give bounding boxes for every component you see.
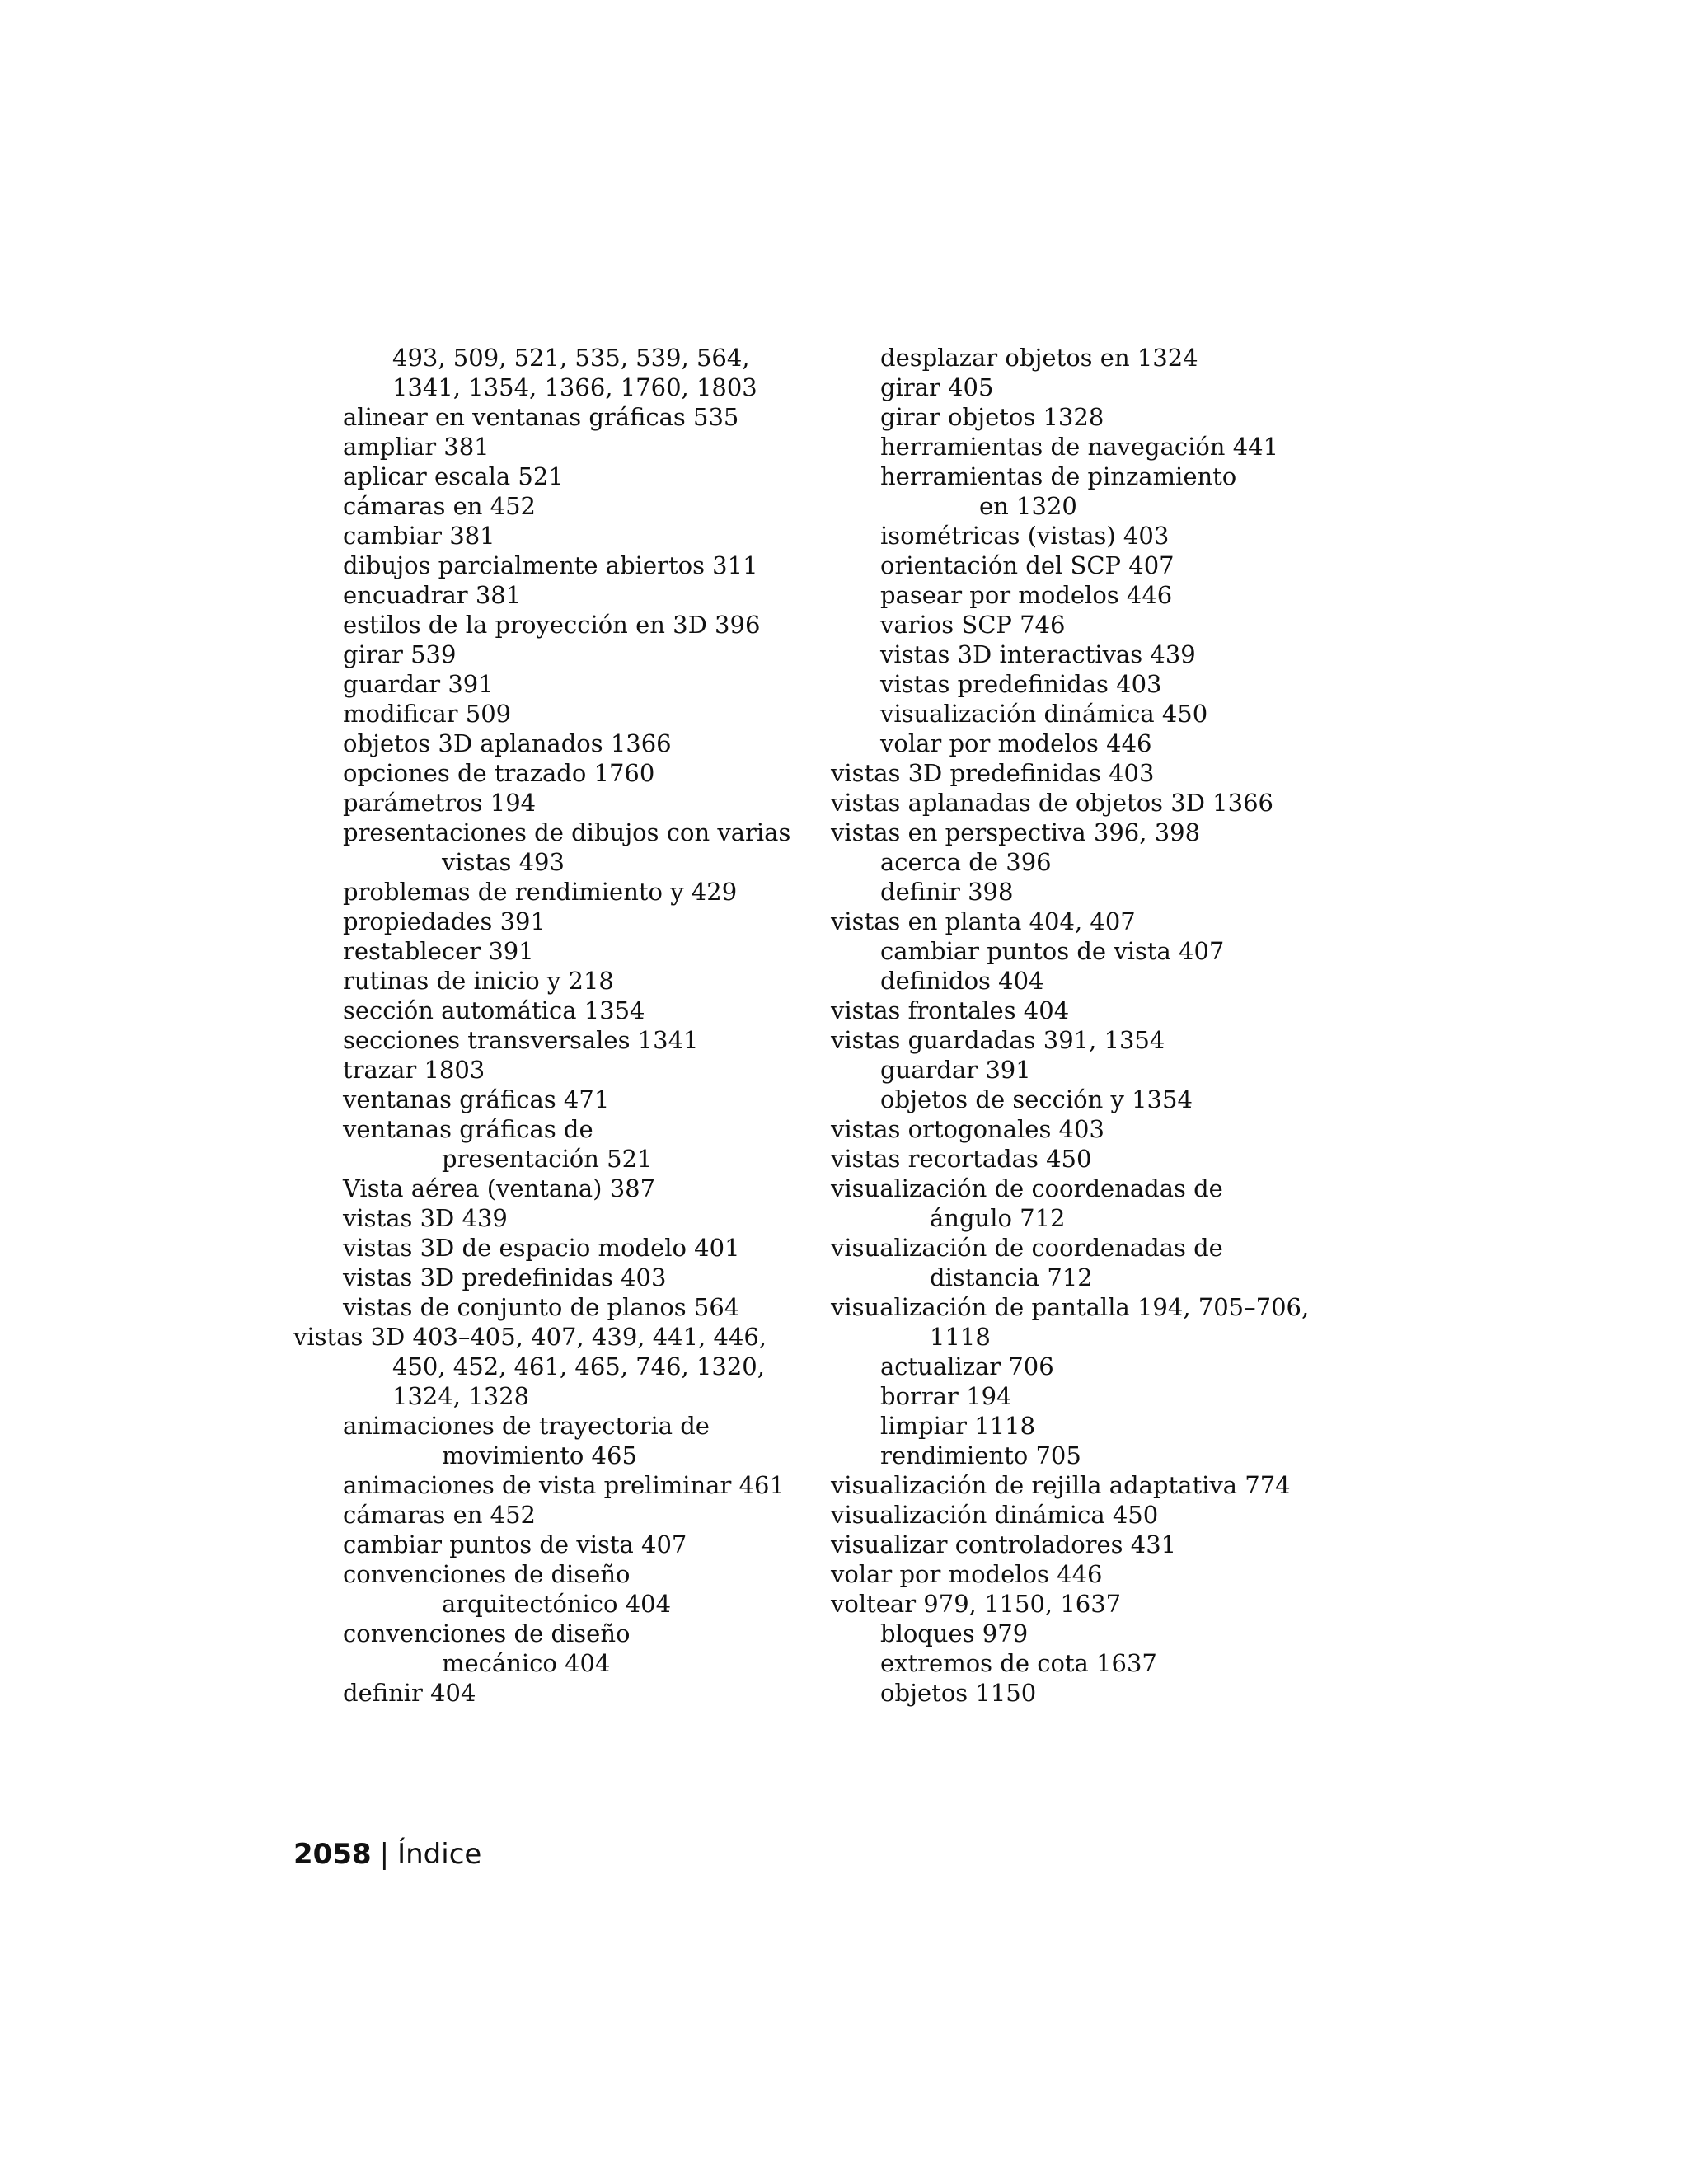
index-entry: en 1320 [979, 492, 1077, 520]
section-title: Índice [397, 1838, 482, 1871]
index-entry: ventanas gráficas de [343, 1115, 593, 1143]
index-entry: isométricas (vistas) 403 [880, 522, 1170, 550]
index-entry: parámetros 194 [343, 789, 537, 817]
index-entry: presentaciones de dibujos con varias [343, 818, 791, 846]
index-entry: arquitectónico 404 [442, 1590, 672, 1618]
index-entry: convenciones de diseño [343, 1560, 631, 1588]
index-entry: objetos de sección y 1354 [880, 1085, 1193, 1113]
index-entry: vistas recortadas 450 [831, 1145, 1092, 1173]
index-entry: Vista aérea (ventana) 387 [343, 1174, 656, 1202]
index-entry: objetos 3D aplanados 1366 [343, 729, 672, 757]
index-entry: 1118 [930, 1323, 991, 1351]
index-entry: visualizar controladores 431 [831, 1530, 1177, 1558]
index-entry: visualización de pantalla 194, 705–706, [831, 1293, 1310, 1321]
index-entry: 493, 509, 521, 535, 539, 564, [392, 344, 750, 372]
index-entry: trazar 1803 [343, 1056, 485, 1084]
index-entry: presentación 521 [442, 1145, 653, 1173]
index-entry: mecánico 404 [442, 1649, 611, 1677]
index-entry: cambiar 381 [343, 522, 495, 550]
index-entry: vistas 3D interactivas 439 [880, 640, 1196, 668]
index-entry: 1324, 1328 [392, 1382, 530, 1410]
index-entry: dibujos parcialmente abiertos 311 [343, 551, 758, 579]
index-entry: vistas 493 [442, 848, 565, 876]
index-entry: cámaras en 452 [343, 1501, 536, 1529]
index-entry: cambiar puntos de vista 407 [343, 1530, 687, 1558]
index-entry: aplicar escala 521 [343, 462, 564, 490]
index-entry: varios SCP 746 [880, 611, 1066, 639]
index-entry: cámaras en 452 [343, 492, 536, 520]
index-entry: vistas 3D predefinidas 403 [343, 1263, 667, 1291]
index-entry: visualización de rejilla adaptativa 774 [831, 1471, 1291, 1499]
index-entry: visualización dinámica 450 [880, 700, 1208, 728]
index-entry: encuadrar 381 [343, 581, 522, 609]
index-entry: vistas predefinidas 403 [880, 670, 1162, 698]
index-entry: animaciones de trayectoria de [343, 1412, 710, 1440]
index-entry: rendimiento 705 [880, 1441, 1081, 1469]
index-entry: ventanas gráficas 471 [343, 1085, 610, 1113]
index-entry: girar objetos 1328 [880, 403, 1104, 431]
index-entry: vistas 3D 403–405, 407, 439, 441, 446, [293, 1323, 767, 1351]
index-entry: girar 539 [343, 640, 457, 668]
index-entry: vistas 3D de espacio modelo 401 [343, 1234, 740, 1262]
index-entry: pasear por modelos 446 [880, 581, 1173, 609]
index-entry: vistas ortogonales 403 [831, 1115, 1104, 1143]
index-entry: 1341, 1354, 1366, 1760, 1803 [392, 373, 757, 401]
index-entry: modificar 509 [343, 700, 512, 728]
index-entry: extremos de cota 1637 [880, 1649, 1157, 1677]
index-entry: rutinas de inicio y 218 [343, 967, 614, 995]
index-entry: ángulo 712 [930, 1204, 1066, 1232]
index-entry: convenciones de diseño [343, 1619, 631, 1647]
page-number: 2058 [293, 1838, 372, 1871]
index-entry: sección automática 1354 [343, 996, 645, 1024]
index-entry: 450, 452, 461, 465, 746, 1320, [392, 1352, 765, 1380]
index-entry: cambiar puntos de vista 407 [880, 937, 1225, 965]
index-entry: vistas en planta 404, 407 [831, 907, 1136, 935]
index-entry: herramientas de navegación 441 [880, 433, 1279, 461]
index-entry: problemas de rendimiento y 429 [343, 878, 738, 906]
index-entry: objetos 1150 [880, 1679, 1037, 1707]
index-entry: volar por modelos 446 [831, 1560, 1103, 1588]
index-entry: vistas de conjunto de planos 564 [343, 1293, 740, 1321]
index-entry: visualización de coordenadas de [831, 1174, 1223, 1202]
index-entry: animaciones de vista preliminar 461 [343, 1471, 785, 1499]
index-entry: movimiento 465 [442, 1441, 637, 1469]
index-entry: volar por modelos 446 [880, 729, 1152, 757]
index-column-left [293, 343, 821, 1708]
index-entry: borrar 194 [880, 1382, 1012, 1410]
index-entry: vistas guardadas 391, 1354 [831, 1026, 1165, 1054]
footer-separator: | [379, 1838, 390, 1871]
index-entry: definir 404 [343, 1679, 476, 1707]
index-entry: secciones transversales 1341 [343, 1026, 699, 1054]
index-entry: definidos 404 [880, 967, 1044, 995]
index-entry: opciones de trazado 1760 [343, 759, 655, 787]
page-footer [293, 1838, 481, 1871]
index-entry: propiedades 391 [343, 907, 546, 935]
index-entry: vistas 3D 439 [343, 1204, 508, 1232]
index-entry: vistas frontales 404 [831, 996, 1070, 1024]
index-entry: acerca de 396 [880, 848, 1052, 876]
index-entry: orientación del SCP 407 [880, 551, 1175, 579]
index-entry: voltear 979, 1150, 1637 [831, 1590, 1122, 1618]
index-entry: restablecer 391 [343, 937, 534, 965]
index-entry: herramientas de pinzamiento [880, 462, 1237, 490]
index-entry: distancia 712 [930, 1263, 1093, 1291]
index-entry: girar 405 [880, 373, 994, 401]
index-entry: alinear en ventanas gráficas 535 [343, 403, 739, 431]
index-entry: desplazar objetos en 1324 [880, 344, 1198, 372]
index-entry: bloques 979 [880, 1619, 1029, 1647]
index-entry: vistas aplanadas de objetos 3D 1366 [831, 789, 1273, 817]
index-entry: vistas 3D predefinidas 403 [831, 759, 1155, 787]
index-entry: estilos de la proyección en 3D 396 [343, 611, 761, 639]
index-entry: vistas en perspectiva 396, 398 [831, 818, 1201, 846]
index-entry: actualizar 706 [880, 1352, 1054, 1380]
index-entry: limpiar 1118 [880, 1412, 1036, 1440]
index-entry: visualización de coordenadas de [831, 1234, 1223, 1262]
index-entry: guardar 391 [343, 670, 494, 698]
index-entry: ampliar 381 [343, 433, 490, 461]
index-column-right [831, 343, 1358, 1708]
index-entry: definir 398 [880, 878, 1014, 906]
index-entry: guardar 391 [880, 1056, 1031, 1084]
index-entry: visualización dinámica 450 [831, 1501, 1159, 1529]
